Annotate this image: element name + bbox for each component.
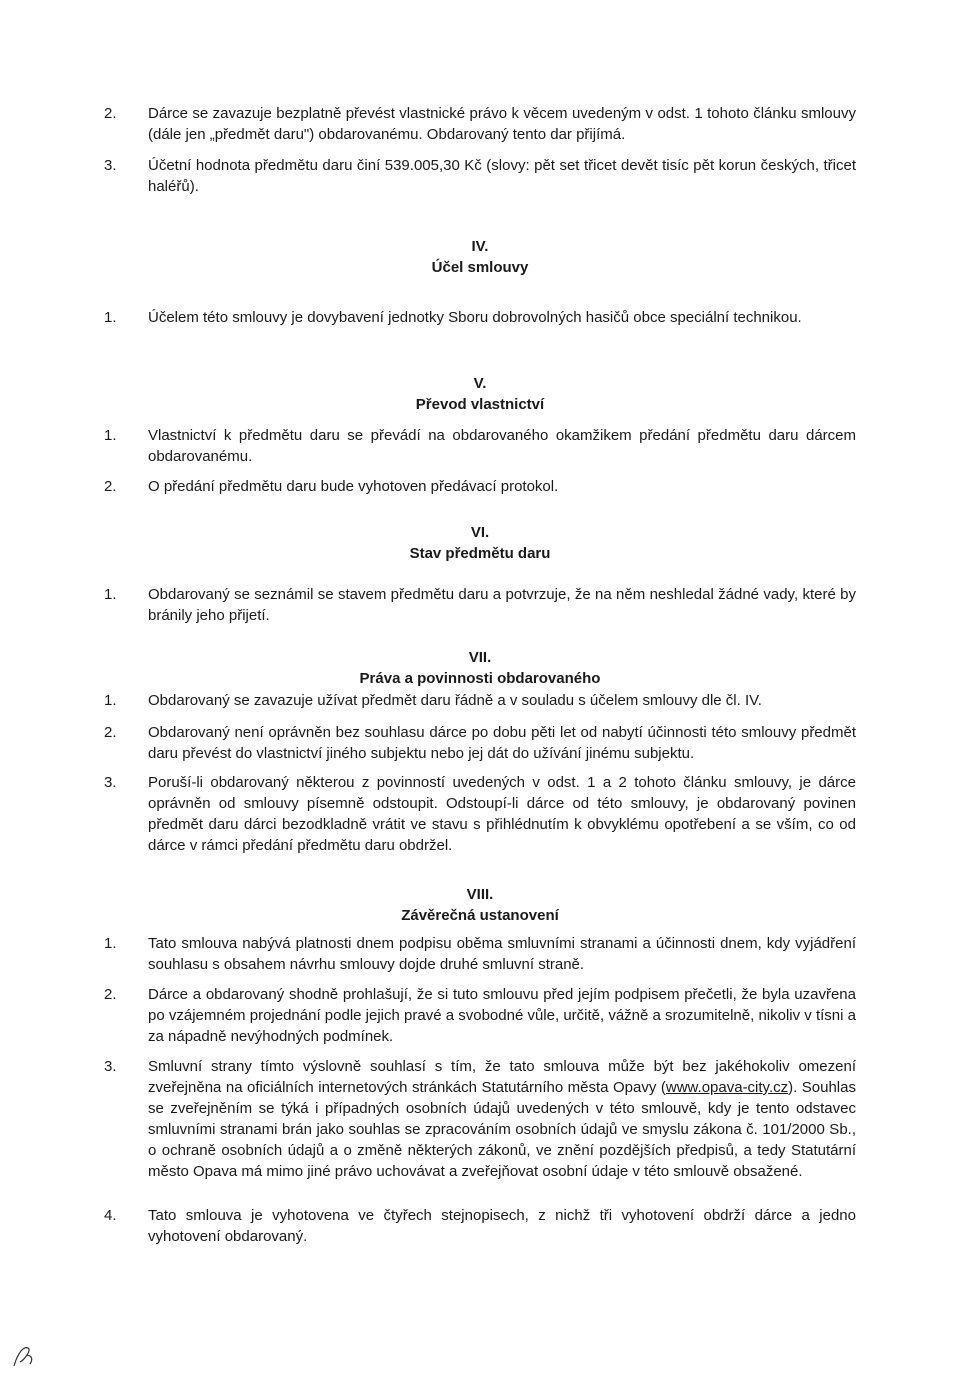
clause-number: 1.: [104, 586, 117, 603]
clause-number: 3.: [104, 774, 117, 791]
section-number: VI.: [470, 524, 490, 541]
clause-item: [104, 722, 856, 764]
section-number: VIII.: [466, 886, 494, 903]
clause-text: Dárce a obdarovaný shodně prohlašují, že si tuto smlouvu před jejím podpisem přečetli, že byla uzavřena po vzájemném projednání podle jejich pravé a svobodné vůle, určitě, vážně a srozumitelně, nikoliv v tísni a za nápadně nevýhodných podmínek.: [148, 986, 856, 1045]
section-title: Závěrečná ustanovení: [401, 907, 559, 924]
clause-number: 1.: [104, 309, 117, 326]
clause-text-part: Smluvní strany tímto výslovně souhlasí s tím, že tato smlouva může být bez jakéhokoliv omezení zveřejněna na oficiálních internetových stránkách Statutárního města Opavy (: [148, 1058, 856, 1096]
clause-number: 1.: [104, 692, 117, 709]
clause-text: Poruší-li obdarovaný některou z povinností uvedených v odst. 1 a 2 tohoto článku smlouvy, je dárce oprávněn od smlouvy písemně odstoupit. Odstoupí-li dárce od této smlouvy, je obdarovaný povinen předmět daru dárci bezodkladně vrátit ve stavu s přihlédnutím k obvyklému opotřebení a se vším, co od dárce v rámci předání předmětu daru obdržel.: [148, 774, 856, 854]
clause-text-part: ). Souhlas se zveřejněním se týká i případných osobních údajů uvedených v této smlouvě, kdy je tento odstavec smluvními stranami brán jako souhlas se zpracováním osobních údajů ve smyslu zákona č. 101/2000 Sb., o ochraně osobních údajů a o změně některých zákonů, ve znění pozdějších předpisů, a tedy Statutární město Opava má mimo jiné právo uchovávat a zveřejňovat osobní údaje v této smlouvě obsažené.: [148, 1079, 856, 1180]
clause-item: [104, 690, 856, 711]
clause-item: [104, 103, 856, 145]
clause-item: [104, 1205, 856, 1247]
clause-item: [104, 584, 856, 626]
clause-item: [104, 307, 856, 328]
clause-number: 1.: [104, 935, 117, 952]
clause-item: [104, 933, 856, 975]
section-number: IV.: [471, 238, 489, 255]
clause-item: [104, 772, 856, 856]
clause-text: Tato smlouva nabývá platnosti dnem podpisu oběma smluvními stranami a účinnosti dnem, kdy vyjádření souhlasu s obsahem návrhu smlouvy dojde druhé smluvní straně.: [148, 935, 856, 973]
website-link[interactable]: www.opava-city.cz: [665, 1079, 789, 1096]
clause-item: [104, 1056, 856, 1182]
clause-text: Obdarovaný se seznámil se stavem předmětu daru a potvrzuje, že na něm neshledal žádné vady, které by bránily jeho přijetí.: [148, 586, 856, 624]
clause-number: 3.: [104, 157, 117, 174]
section-heading: [0, 884, 960, 926]
clause-number: 2.: [104, 724, 117, 741]
clause-number: 2.: [104, 478, 117, 495]
clause-item: [104, 155, 856, 197]
section-number: V.: [473, 375, 487, 392]
clause-text: [148, 1056, 856, 1182]
clause-text: Účetní hodnota předmětu daru činí 539.005,30 Kč (slovy: pět set třicet devět tisíc pět korun českých, třicet haléřů).: [148, 157, 856, 195]
section-title: Převod vlastnictví: [415, 396, 545, 413]
clause-number: 1.: [104, 427, 117, 444]
clause-number: 3.: [104, 1058, 117, 1075]
section-heading: [0, 373, 960, 415]
section-heading: [0, 522, 960, 564]
clause-item: [104, 476, 856, 497]
section-title: Stav předmětu daru: [409, 545, 551, 562]
section-heading: [0, 236, 960, 278]
clause-text: Obdarovaný není oprávněn bez souhlasu dárce po dobu pěti let od nabytí účinnosti této smlouvy předmět daru převést do vlastnictví jiného subjektu nebo jej dát do užívání jinému subjektu.: [148, 724, 856, 762]
handwritten-initials-icon: [10, 1342, 40, 1370]
clause-number: 2.: [104, 105, 117, 122]
section-title: Účel smlouvy: [431, 259, 529, 276]
clause-number: 4.: [104, 1207, 117, 1224]
section-title: Práva a povinnosti obdarovaného: [359, 670, 601, 687]
clause-text: Účelem této smlouvy je dovybavení jednotky Sboru dobrovolných hasičů obce speciální technikou.: [148, 309, 802, 326]
clause-text: Dárce se zavazuje bezplatně převést vlastnické právo k věcem uvedeným v odst. 1 tohoto článku smlouvy (dále jen „předmět daru") obdarovanému. Obdarovaný tento dar přijímá.: [148, 105, 856, 143]
section-heading: [0, 647, 960, 689]
clause-text: O předání předmětu daru bude vyhotoven předávací protokol.: [148, 478, 559, 495]
clause-text: Tato smlouva je vyhotovena ve čtyřech stejnopisech, z nichž tři vyhotovení obdrží dárce a jedno vyhotovení obdarovaný.: [148, 1207, 856, 1245]
clause-text: Obdarovaný se zavazuje užívat předmět daru řádně a v souladu s účelem smlouvy dle čl. IV.: [148, 692, 762, 709]
section-number: VII.: [468, 649, 492, 666]
clause-item: [104, 425, 856, 467]
clause-text: Vlastnictví k předmětu daru se převádí na obdarovaného okamžikem předání předmětu daru dárcem obdarovanému.: [148, 427, 856, 465]
clause-item: [104, 984, 856, 1047]
clause-number: 2.: [104, 986, 117, 1003]
